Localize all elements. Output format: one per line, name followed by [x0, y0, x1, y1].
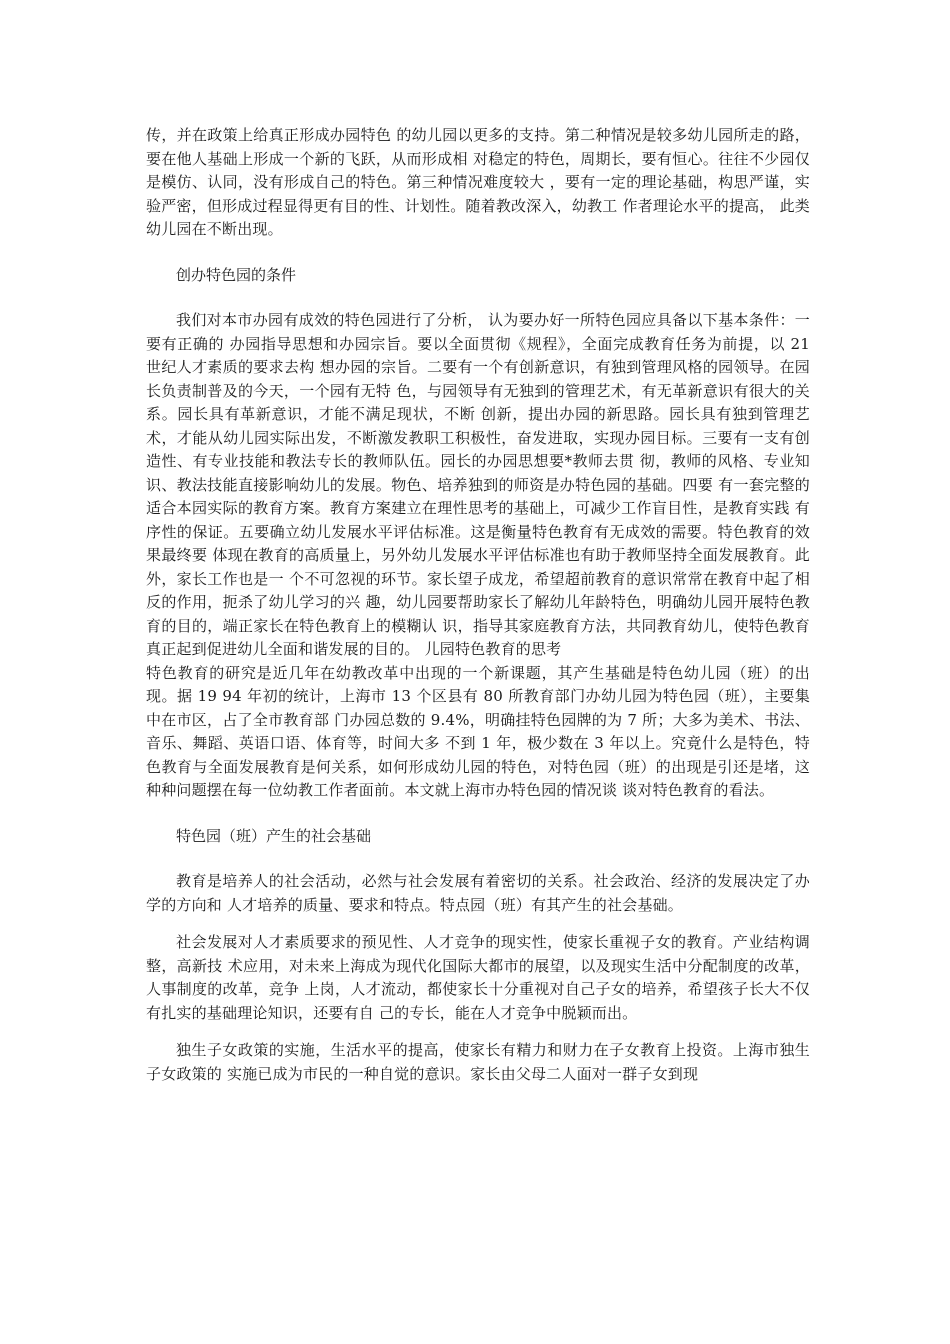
paragraph-research: 特色教育的研究是近几年在幼教改革中出现的一个新课题，其产生基础是特色幼儿园（班）的出现。据 19 94 年初的统计，上海市 13 个区县有 80 所教育部门办幼儿园为特色园（班），主要集中在市区，占了全市教育部 门办园总数的 9.4%，明确挂特色园牌的为 7 所；大多为美术、书法、音乐、舞蹈、英语口语、体育等，时间大多 不到 1 年，极少数在 3 年以上。究竟什么是特色，特色教育与全面发展教育是何关系，如何形成幼儿园的特色，对特色园（班）的出现是引还是堵，这种种问题摆在每一位幼教工作者面前。本文就上海市办特色园的情况谈 谈对特色教育的看法。 [146, 663, 810, 799]
section-heading-social-basis: 特色园（班）产生的社会基础 [176, 826, 372, 845]
paragraph-education-society: 教育是培养人的社会活动，必然与社会发展有着密切的关系。社会政治、经济的发展决定了办学的方向和 人才培养的质量、要求和特点。特点园（班）有其产生的社会基础。 [146, 872, 810, 914]
section-heading-conditions: 创办特色园的条件 [176, 265, 297, 284]
paragraph-continued: 传，并在政策上给真正形成办园特色 的幼儿园以更多的支持。第二种情况是较多幼儿园所走的路，要在他人基础上形成一个新的飞跃，从而形成相 对稳定的特色，周期长，要有恒心。往往不少园仅是模仿、认同，没有形成自己的特色。第三种情况难度较大 ，要有一定的理论基础，构思严谨，实验严密，但形成过程显得更有目的性、计划性。随着教改深入，幼教工 作者理论水平的提高， 此类幼儿园在不断出现。 [146, 126, 810, 238]
paragraph-conditions: 我们对本市办园有成效的特色园进行了分析， 认为要办好一所特色园应具备以下基本条件：一要有正确的 办园指导思想和办园宗旨。要以全面贯彻《规程》，全面完成教育任务为前提，以 21 世纪人才素质的要求去构 想办园的宗旨。二要有一个有创新意识，有独到管理风格的园领导。在园长负责制普及的今天，一个园有无特 色，与园领导有无独到的管理艺术，有无革新意识有很大的关系。园长具有革新意识，才能不满足现状，不断 创新，提出办园的新思路。园长具有独到管理艺术，才能从幼儿园实际出发，不断激发教职工积极性，奋发进取，实现办园目标。三要有一支有创造性、有专业技能和教法专长的教师队伍。园长的办园思想要*教师去贯 彻，教师的风格、专业知识、教法技能直接影响幼儿的发展。物色、培养独到的师资是办特色园的基础。四要 有一套完整的适合本园实际的教育方案。教育方案建立在理性思考的基础上，可减少工作盲目性，是教育实践 有序性的保证。五要确立幼儿发展水平评估标准。这是衡量特色教育有无成效的需要。特色教育的效果最终要 体现在教育的高质量上，另外幼儿发展水平评估标准也有助于教师坚持全面发展教育。此外，家长工作也是一 个不可忽视的环节。家长望子成龙，希望超前教育的意识常常在教育中起了相反的作用，扼杀了幼儿学习的兴 趣，幼儿园要帮助家长了解幼儿年龄特色，明确幼儿园开展特色教育的目的，端正家长在特色教育上的模糊认 识，指导其家庭教育方法，共同教育幼儿，使特色教育真正起到促进幼儿全面和谐发展的目的。 儿园特色教育的思考 [146, 311, 810, 658]
paragraph-talent-demand: 社会发展对人才素质要求的预见性、人才竞争的现实性，使家长重视子女的教育。产业结构调整，高新技 术应用，对未来上海成为现代化国际大都市的展望，以及现实生活中分配制度的改革，人事制度的改革，竞争 上岗，人才流动，都使家长十分重视对自己子女的培养，希望孩子长大不仅有扎实的基础理论知识，还要有自 己的专长，能在人才竞争中脱颖而出。 [146, 933, 810, 1022]
paragraph-one-child-policy: 独生子女政策的实施，生活水平的提高，使家长有精力和财力在子女教育上投资。上海市独生子女政策的 实施已成为市民的一种自觉的意识。家长由父母二人面对一群子女到现 [146, 1041, 810, 1083]
document-page [146, 124, 810, 1086]
